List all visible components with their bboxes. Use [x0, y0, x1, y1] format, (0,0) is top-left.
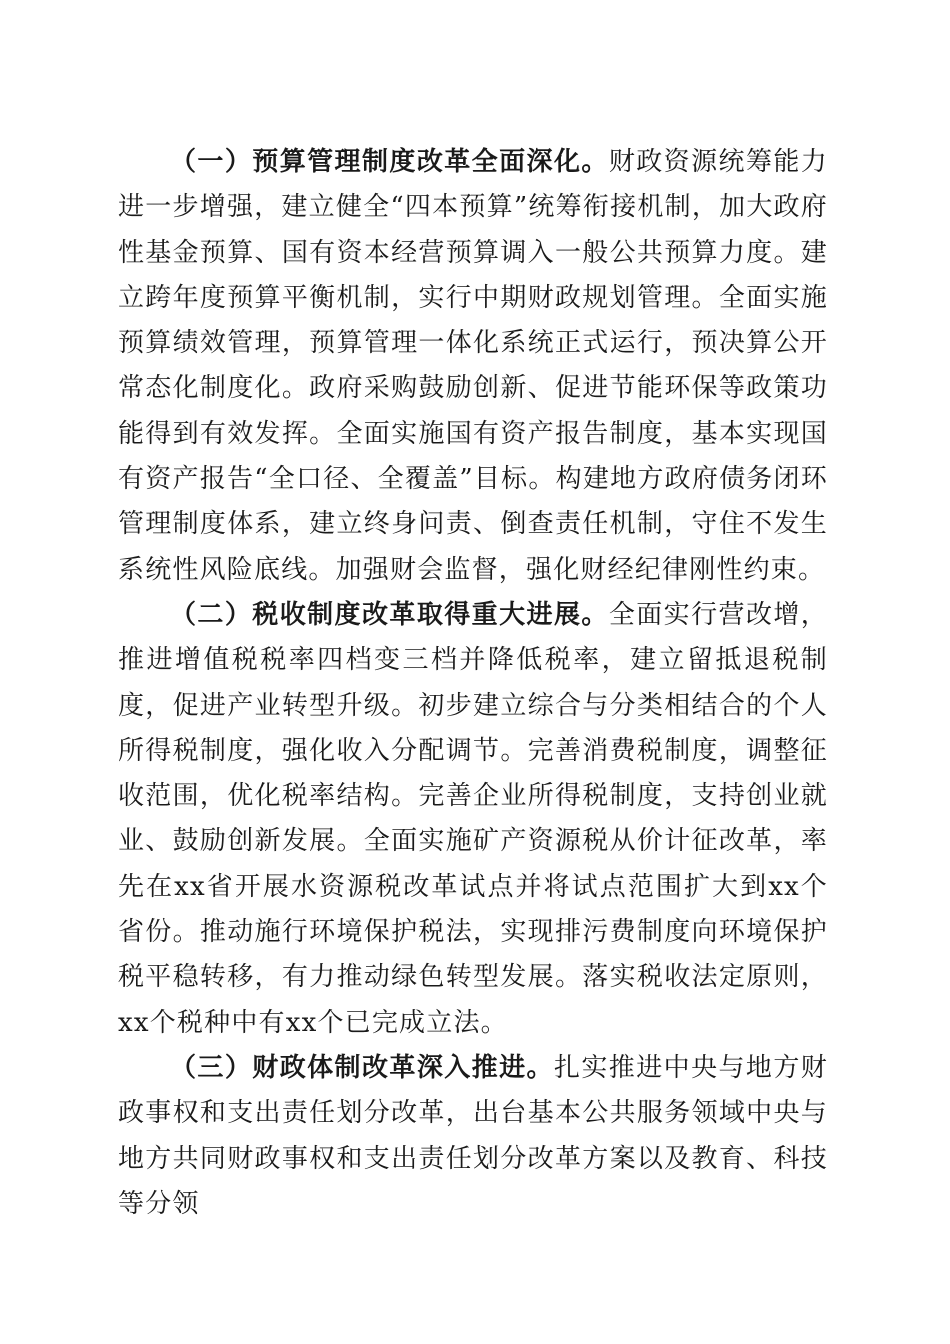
paragraph-heading: （二）税收制度改革取得重大进展。 [170, 599, 609, 630]
paragraph-heading: （一）预算管理制度改革全面深化。 [170, 147, 609, 177]
paragraph-text: 财政资源统筹能力进一步增强，建立健全“四本预算”统筹衔接机制，加大政府性基金预算、国有资本经营预算调入一般公共预算力度。建立跨年度预算平衡机制，实行中期财政规划管理。全面实施预算绩效管理，预算管理一体化系统正式运行，预决算公开常态化制度化。政府采购鼓励创新、促进节能环保等政策功能得到有效发挥。全面实施国有资产报告制度，基本实现国有资产报告“全口径、全覆盖”目标。构建地方政府债务闭环管理制度体系，建立终身问责、倒查责任机制，守住不发生系统性风险底线。加强财会监督，强化财经纪律刚性约束。 [118, 147, 828, 585]
document-body [118, 140, 828, 1227]
paragraph-text: 扎实推进中央与地方财政事权和支出责任划分改革，出台基本公共服务领域中央与地方共同财政事权和支出责任划分改革方案以及教育、科技等分领 [118, 1052, 828, 1219]
paragraph-budget-reform [118, 140, 828, 593]
paragraph-tax-reform [118, 593, 828, 1046]
paragraph-heading: （三）财政体制改革深入推进。 [170, 1052, 554, 1083]
paragraph-fiscal-system-reform [118, 1046, 828, 1227]
paragraph-text: 全面实行营改增，推进增值税税率四档变三档并降低税率，建立留抵退税制度，促进产业转型升级。初步建立综合与分类相结合的个人所得税制度，强化收入分配调节。完善消费税制度，调整征收范围，优化税率结构。完善企业所得税制度，支持创业就业、鼓励创新发展。全面实施矿产资源税从价计征改革，率先在xx省开展水资源税改革试点并将试点范围扩大到xx个省份。推动施行环境保护税法，实现排污费制度向环境保护税平稳转移，有力推动绿色转型发展。落实税收法定原则，xx个税种中有xx个已完成立法。 [118, 599, 828, 1038]
